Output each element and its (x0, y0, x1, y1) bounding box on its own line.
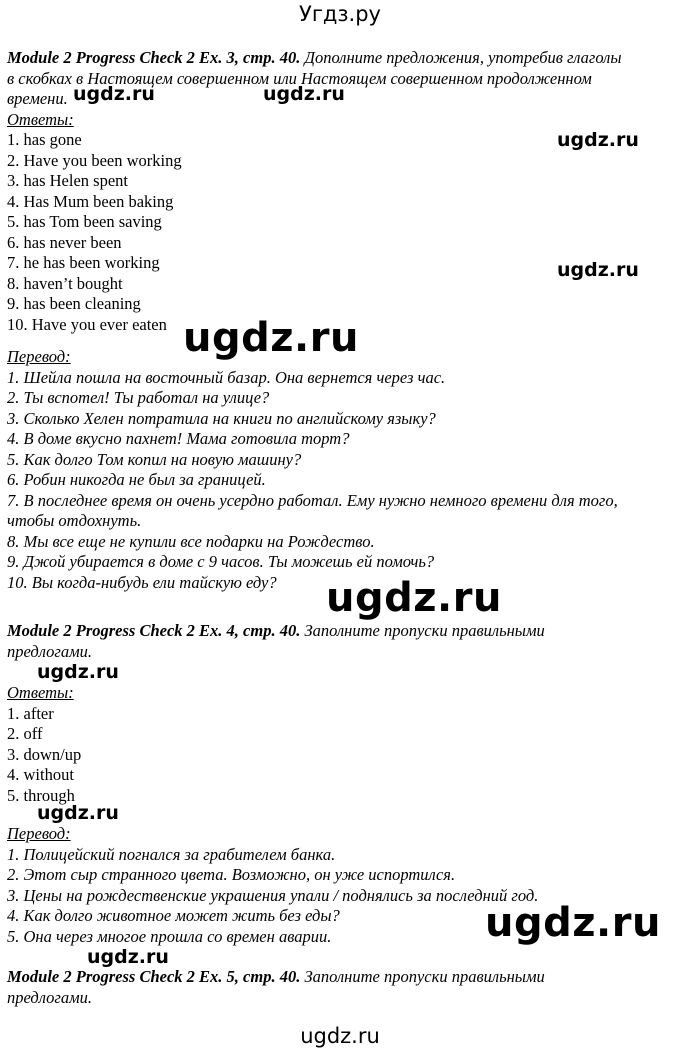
watermark: ugdz.ru (87, 946, 169, 968)
exercise-3-answer-4: 4. Has Mum been baking (7, 191, 174, 211)
exercise-3-translation-2: 2. Ты вспотел! Ты работал на улице? (7, 388, 270, 407)
exercise-5-block (7, 967, 673, 1008)
exercise-3-answer-5: 5. has Tom been saving (7, 212, 162, 231)
watermark: ugdz.ru (326, 575, 502, 621)
exercise-4-instruction-line-1: Заполните пропуски правильными (304, 621, 545, 640)
exercise-3-translation-4: 4. В доме вкусно пахнет! Мама готовила торт? (7, 429, 350, 448)
exercise-3-translation-1: 1. Шейла пошла на восточный базар. Она вернется через час. (7, 367, 446, 387)
watermark: ugdz.ru (37, 661, 119, 683)
exercise-3-instruction-line-3: времени. (7, 89, 68, 108)
watermark: ugdz.ru (183, 315, 359, 361)
exercise-3-translation-5: 5. Как долго Том копил на новую машину? (7, 449, 302, 469)
exercise-3-answer-8: 8. haven’t bought (7, 273, 123, 293)
exercise-3-answer-9: 9. has been cleaning (7, 294, 141, 313)
exercise-3-answer-1: 1. has gone (7, 130, 82, 149)
watermark: ugdz.ru (73, 83, 155, 105)
exercise-4-answer-1: 1. after (7, 703, 54, 723)
exercise-4-translation-5: 5. Она через многое прошла со времен аварии. (7, 926, 332, 946)
exercise-3-task (7, 48, 673, 69)
exercise-5-task (7, 967, 673, 988)
exercise-5-instruction-line-1: Заполните пропуски правильными (304, 967, 545, 986)
exercise-4-task (7, 621, 673, 642)
exercise-3-instruction-line-2: в скобках в Настоящем совершенном или Настоящем совершенном продолженном (7, 68, 592, 88)
watermark: ugdz.ru (485, 900, 661, 946)
exercise-3-answer-3: 3. has Helen spent (7, 171, 128, 190)
exercise-3-translation-8: 8. Мы все еще не купили все подарки на Рождество. (7, 531, 375, 551)
exercise-4-translation-1: 1. Полицейский погнался за грабителем банка. (7, 844, 336, 864)
exercise-4-instruction-line-2: предлогами. (7, 641, 92, 661)
watermark: ugdz.ru (557, 129, 639, 151)
exercise-3-translation-7-cont: чтобы отдохнуть. (7, 511, 142, 530)
watermark: ugdz.ru (263, 83, 345, 105)
exercise-5-instruction-line-2: предлогами. (7, 987, 92, 1007)
exercise-3-answers-heading: Ответы: (7, 109, 74, 129)
site-title: Угдз.ру (299, 2, 381, 26)
watermark: ugdz.ru (557, 259, 639, 281)
exercise-4-answer-5: 5. through (7, 785, 75, 805)
exercise-3-answer-6: 6. has never been (7, 232, 122, 252)
exercise-3-translation-10: 10. Вы когда-нибудь ели тайскую еду? (7, 572, 277, 592)
exercise-3-translation-heading: Перевод: (7, 347, 71, 366)
exercise-3-translation-3: 3. Сколько Хелен потратила на книги по английскому языку? (7, 408, 436, 428)
exercise-3-translation-9: 9. Джой убирается в доме с 9 часов. Ты можешь ей помочь? (7, 552, 435, 571)
exercise-4-translation-heading: Перевод: (7, 824, 71, 843)
exercise-3-answer-7: 7. he has been working (7, 253, 160, 272)
exercise-4-answer-3: 3. down/up (7, 744, 82, 764)
exercise-4-answers-heading: Ответы: (7, 683, 74, 702)
exercise-4-answer-4: 4. without (7, 765, 74, 784)
watermark: ugdz.ru (37, 802, 119, 824)
exercise-4-translation-4: 4. Как долго животное может жить без еды? (7, 906, 340, 925)
exercise-4-translation-2: 2. Этот сыр странного цвета. Возможно, он уже испортился. (7, 865, 456, 884)
exercise-3-instruction-line-1: Дополните предложения, употребив глаголы (304, 48, 622, 67)
footer-watermark: ugdz.ru (300, 1024, 380, 1048)
exercise-4-translation-3: 3. Цены на рождественские украшения упали / поднялись за последний год. (7, 885, 539, 905)
exercise-5-title: Module 2 Progress Check 2 Ex. 5, стр. 40. (7, 967, 301, 986)
exercise-3-answer-10: 10. Have you ever eaten (7, 314, 167, 334)
exercise-4-answer-2: 2. off (7, 724, 43, 743)
exercise-3-translation-7: 7. В последнее время он очень усердно работал. Ему нужно немного времени для того, (7, 490, 618, 510)
exercise-3-answer-2: 2. Have you been working (7, 150, 182, 170)
exercise-3-title: Module 2 Progress Check 2 Ex. 3, стр. 40. (7, 48, 301, 67)
exercise-4-title: Module 2 Progress Check 2 Ex. 4, стр. 40. (7, 621, 301, 640)
exercise-3-translation-6: 6. Робин никогда не был за границей. (7, 470, 266, 489)
